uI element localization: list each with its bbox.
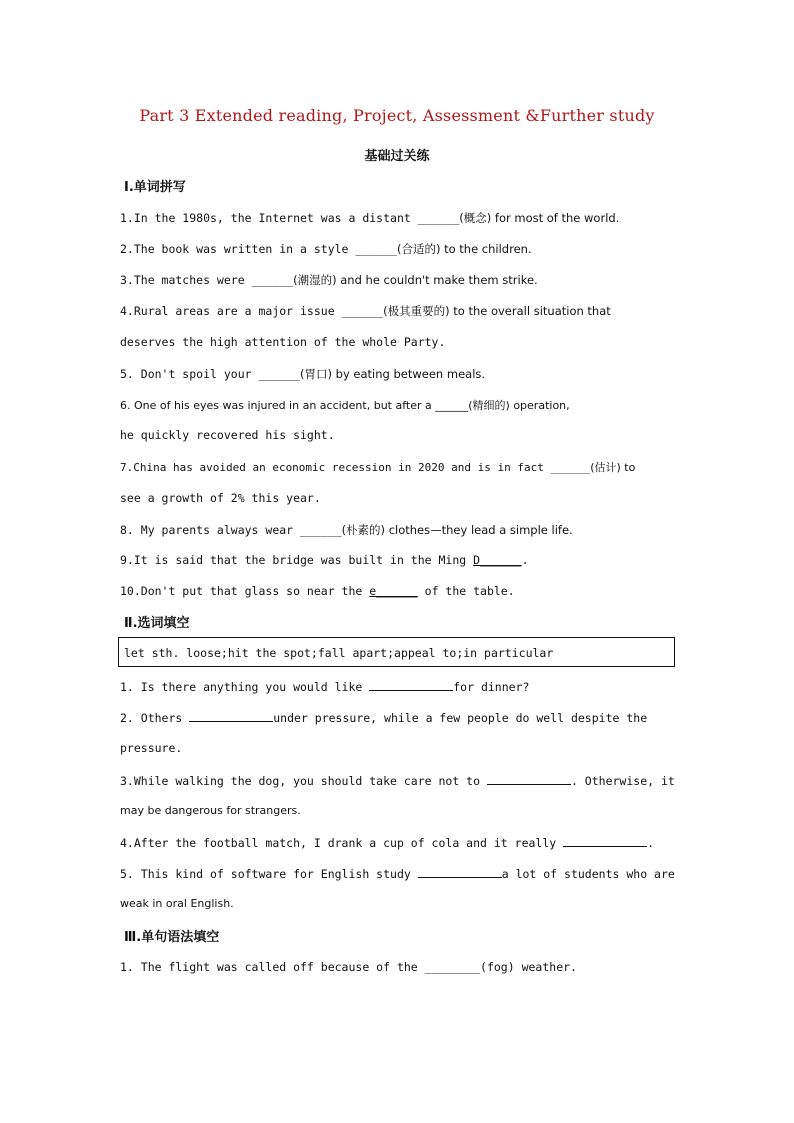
answer-blank[interactable] [487,773,571,785]
section-heading-spelling: Ⅰ.单词拼写 [124,180,186,195]
answer-blank[interactable]: ______ [251,273,294,287]
question-line: 5. Don't spoil your ______(胃口) by eating between meals. [120,367,486,381]
question-line: 4.After the football match, I drank a cup of cola and it really . [120,836,655,850]
answer-blank[interactable]: ______ [258,367,301,381]
answer-blank[interactable]: ______ [417,211,460,225]
answer-blank[interactable]: ______ [435,399,469,412]
question-line-continued: he quickly recovered his sight. [120,428,335,442]
question-line: 3.The matches were ______(潮湿的) and he couldn't make them strike. [120,273,538,287]
answer-blank[interactable]: D______ [473,553,522,567]
question-line: 2. Others under pressure, while a few people do well despite the [120,711,648,725]
answer-blank[interactable]: ______ [550,461,591,474]
question-line: 6. One of his eyes was injured in an accident, but after a ______(精细的) operation, [120,399,570,412]
answer-blank[interactable]: e______ [369,584,418,598]
document-title: Part 3 Extended reading, Project, Assessment &Further study [139,106,655,125]
question-line-continued: see a growth of 2% this year. [120,491,321,505]
section-heading-word-choice: Ⅱ.选词填空 [124,616,190,631]
question-line: 9.It is said that the bridge was built in the Ming D______. [120,553,529,567]
answer-blank[interactable] [189,710,273,722]
answer-blank[interactable]: ______ [341,304,384,318]
answer-blank[interactable]: ______ [355,242,397,256]
question-line: 10.Don't put that glass so near the e______ of the table. [120,584,515,598]
answer-blank[interactable]: ________ [424,960,481,974]
answer-blank[interactable] [369,679,453,691]
question-line-continued: pressure. [120,741,183,755]
word-bank-text: let sth. loose;hit the spot;fall apart;appeal to;in particular [124,646,554,660]
section-heading-grammar-fill: Ⅲ.单句语法填空 [124,930,220,945]
question-line: 1.In the 1980s, the Internet was a distant ______(概念) for most of the world. [120,211,620,225]
question-line: 4.Rural areas are a major issue ______(极其重要的) to the overall situation that [120,304,611,318]
question-line-continued: may be dangerous for strangers. [120,804,301,817]
question-line: 5. This kind of software for English study a lot of students who are [120,867,675,881]
question-line: 1. Is there anything you would like for dinner? [120,680,530,694]
question-line: 3.While walking the dog, you should take care not to . Otherwise, it [120,774,675,788]
document-subtitle: 基础过关练 [364,149,430,164]
question-line-continued: deserves the high attention of the whole Party. [120,335,446,349]
question-line-continued: weak in oral English. [120,897,234,910]
answer-blank[interactable] [563,835,647,847]
question-line: 8. My parents always wear ______(朴素的) clothes—they lead a simple life. [120,523,573,537]
question-line: 7.China has avoided an economic recession in 2020 and is in fact ______(估计) to [120,461,636,474]
word-bank-box [118,637,675,667]
question-line: 1. The flight was called off because of the ________(fog) weather. [120,960,577,974]
answer-blank[interactable] [418,866,502,878]
answer-blank[interactable]: ______ [300,523,342,537]
question-line: 2.The book was written in a style ______(合适的) to the children. [120,242,532,256]
